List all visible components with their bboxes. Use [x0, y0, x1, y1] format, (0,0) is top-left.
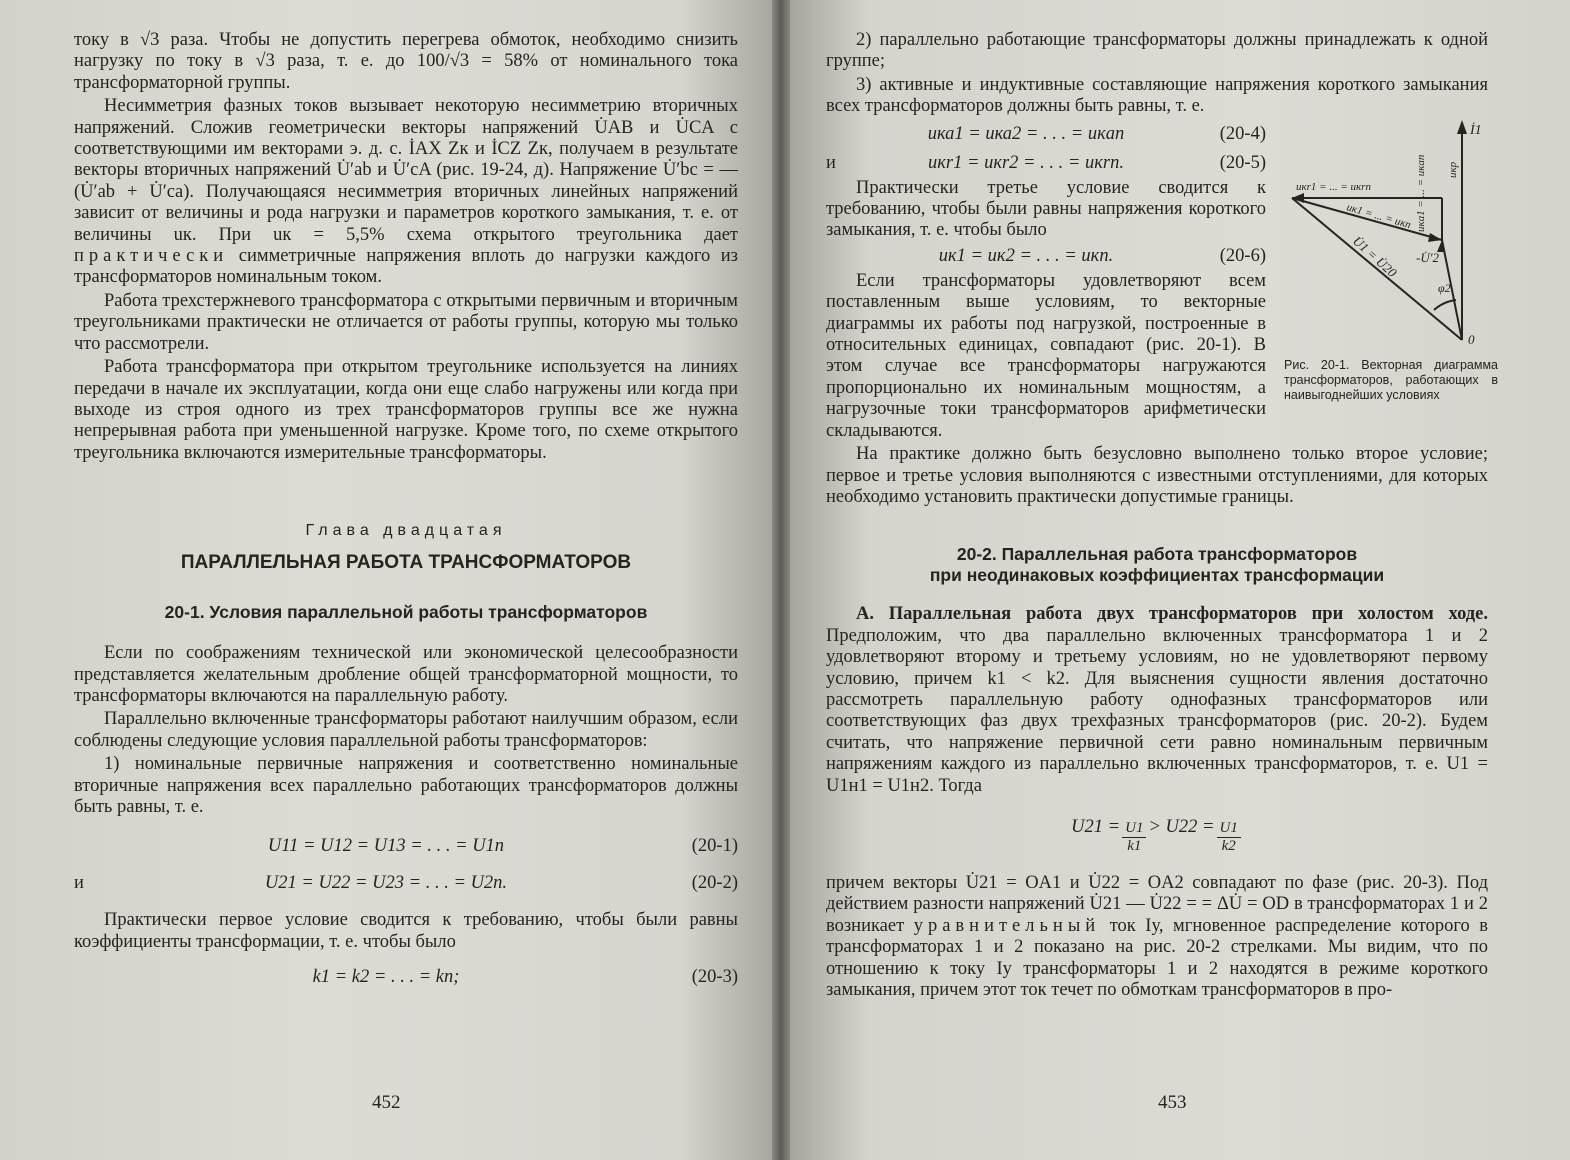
equation-part: U21 =: [1071, 816, 1121, 837]
paragraph: току в √3 раза. Чтобы не допустить перегрева обмоток, необходимо снизить нагрузку по току в √3 раза, т. е. до 100/√3 = 58% от номинального тока трансформаторной группы.: [74, 30, 738, 93]
label-phi: φ2: [1438, 280, 1451, 295]
label-ukr: uкr1 = ... = uкrn: [1296, 180, 1371, 193]
fraction: [1217, 820, 1241, 855]
arrowhead: [1428, 233, 1442, 242]
equation-20-2: [74, 871, 738, 896]
equation-20-6: [826, 244, 1266, 269]
paragraph-text: ток Iу, мгновенное распределение которого в трансформаторах 1 и 2 показано на рис. 20-2 стрелками. Мы видим, что по отношению к току Iу трансформаторы 1 и 2 находятся в режиме короткого замыкания, причем этот ток течет по обмоткам трансформаторов в про-: [826, 915, 1488, 1000]
label-uk: uк1 = ... = uкn: [1345, 200, 1413, 231]
paragraph: [826, 873, 1488, 1001]
spaced-emphasis: уравнительный: [913, 915, 1101, 936]
paragraph: Практически третье условие сводится к требованию, чтобы были равны напряжения короткого замыкания, т. е. чтобы было: [826, 177, 1266, 241]
label-i1: İ1: [1470, 122, 1482, 138]
fraction: [1122, 820, 1146, 855]
paragraph: [826, 604, 1488, 797]
arrowhead: [1292, 193, 1304, 203]
equation-text: uкr1 = uкr2 = . . . = uкrn.: [927, 152, 1124, 173]
section-title: 20-1. Условия параллельной работы трансформаторов: [164, 602, 648, 623]
label-u1: U̇1 = U̇20: [1349, 232, 1400, 280]
paragraph-text: причем векторы U̇21 = OA1 и U̇22 = OA2 совпадают по фазе (рис. 20-3). Под действием разности напряжений U̇21 — U̇22 = = ΔU̇ = OD в трансформаторах 1 и 2 возникает: [826, 872, 1488, 936]
page-number: 453: [1158, 1092, 1187, 1113]
book-gutter: [772, 0, 790, 1160]
equation-text: uк1 = uк2 = . . . = uкn.: [938, 245, 1114, 266]
paragraph: Работа трехстержневого трансформатора с открытыми первичным и вторичным треугольниками практически не отличается от работы группы, которую мы только что рассмотрели.: [74, 290, 738, 354]
equation-ratio: [826, 815, 1488, 855]
paragraph: Параллельно включенные трансформаторы работают наилучшим образом, если соблюдены следующие условия параллельной работы трансформаторов:: [74, 709, 738, 751]
equation-text: U21 = U22 = U23 = . . . = U2n.: [264, 873, 508, 894]
section-title-line: 20-2. Параллельная работа трансформаторов: [956, 544, 1358, 565]
paragraph-text: Предположим, что два параллельно включенных трансформатора 1 и 2 удовлетворяют второму и третьему условиям, но не удовлетворяют первому условию, причем k1 < k2. Для выяснения сущности явления достаточно рассмотреть параллельную работу однофазных трансформаторов или соответствующих фаз двух трехфазных трансформаторов (рис. 20-2). Будем считать, что напряжение первичной сети равно номинальным первичным напряжениям каждого из параллельно включенных трансформаторов, т. е. U1 = U1н1 = U1н2. Тогда: [826, 625, 1488, 796]
paragraph-heading: А. Параллельная работа двух трансформаторов при холостом ходе.: [856, 604, 1488, 625]
paragraph: Если по соображениям технической или экономической целесообразности представляется желательным дробление общей трансформаторной мощности, то трансформаторы включаются на параллельную работу.: [74, 643, 738, 706]
equation-text: uка1 = uка2 = . . . = uкan: [927, 123, 1125, 144]
conjunction: и: [826, 152, 836, 173]
conjunction: и: [74, 873, 84, 894]
equation-text: k1 = k2 = . . . = kn;: [312, 967, 460, 988]
section-title: [826, 544, 1488, 586]
equation-20-4: [826, 122, 1266, 147]
right-page: [790, 0, 1570, 1160]
label-uka: uкa1 = ... = uкan: [1415, 154, 1427, 232]
equation-20-5: [826, 151, 1266, 176]
equation-text: U11 = U12 = U13 = . . . = U1n: [267, 836, 505, 857]
angle-arc: [1434, 300, 1456, 310]
numerator: U1: [1217, 820, 1241, 838]
page-number: 452: [372, 1092, 401, 1113]
paragraph: Практически первое условие сводится к требованию, чтобы были равны коэффициенты трансформации, т. е. чтобы было: [74, 910, 738, 952]
paragraph-text: Несимметрия фазных токов вызывает некоторую несимметрию вторичных напряжений. Сложив геометрически векторы напряжений U̇AB и U̇CA с соответствующими им векторами э. д. с. İAX Zк и İCZ Zк, получаем в результате векторы вторичных напряжений U̇′ab и U̇′cA (рис. 19-24, д). Напряжение U̇′bc = — (U̇′ab + U̇′ca). Получающаяся несимметрия вторичных линейных напряжений зависит от величины и рода нагрузки и параметров короткого замыкания, т. е. от величины uк. При uк = 5,5% схема открытого треугольника дает: [74, 96, 738, 245]
figure-20-1: [1284, 114, 1498, 403]
equation-number: (20-4): [1219, 123, 1266, 144]
vector-diagram: [1284, 114, 1498, 350]
paragraph: 3) активные и индуктивные составляющие напряжения короткого замыкания всех трансформаторов должны быть равны, т. е.: [826, 74, 1488, 117]
paragraph: На практике должно быть безусловно выполнено только второе условие; первое и третье условия выполняются с известными отступлениями, для которых необходимо установить практически допустимые границы.: [826, 444, 1488, 507]
denominator: k2: [1221, 837, 1236, 854]
left-page-column: [74, 30, 738, 990]
figure-caption: Рис. 20-1. Векторная диаграмма трансформаторов, работающих в наивыгоднейших условиях: [1284, 357, 1498, 402]
equation-number: (20-5): [1219, 152, 1266, 173]
right-page-column: [826, 30, 1498, 1001]
equation-number: (20-3): [691, 967, 738, 988]
denominator: k1: [1127, 837, 1142, 854]
equation-part: > U22 =: [1148, 816, 1215, 837]
chapter-title: ПАРАЛЛЕЛЬНАЯ РАБОТА ТРАНСФОРМАТОРОВ: [180, 552, 632, 574]
left-page: [0, 0, 772, 1160]
paragraph: Работа трансформатора при открытом треугольнике используется на линиях передачи в начале их эксплуатации, когда они еще слабо нагружены или когда при выходе из строя одного из трех трансформаторов группы все же нужна непрерывная работа при уменьшенной нагрузке. Кроме того, по схеме открытого треугольника включаются измерительные трансформаторы.: [74, 357, 738, 463]
label-ukp: uкр: [1447, 161, 1459, 178]
label-u2: -U̇′2: [1416, 249, 1440, 265]
paragraph: 1) номинальные первичные напряжения и соответственно номинальные вторичные напряжения всех параллельно работающих трансформаторов должны быть равны, т. е.: [74, 754, 738, 817]
paragraph: [74, 96, 738, 289]
paragraph: Если трансформаторы удовлетворяют всем поставленным выше условиям, то векторные диаграммы их работы под нагрузкой, построенные в относительных единицах, совпадают (рис. 20-1). В этом случае все трансформаторы нагружаются пропорционально их номинальным мощностям, а нагрузочные токи трансформаторов арифметически складываются.: [826, 270, 1266, 441]
paragraph: 2) параллельно работающие трансформаторы должны принадлежать к одной группе;: [826, 30, 1488, 72]
label-origin: 0: [1468, 331, 1475, 347]
paragraph-text: симметричные напряжения вплоть до нагрузки каждого из трансформаторов номинальным током.: [74, 246, 738, 288]
section-title-line: при неодинаковых коэффициентах трансформации: [929, 565, 1385, 586]
equation-20-3: [74, 965, 738, 990]
spaced-emphasis: практически: [74, 246, 229, 267]
equation-number: (20-1): [691, 836, 738, 857]
equation-number: (20-6): [1219, 245, 1266, 266]
equation-number: (20-2): [691, 873, 738, 894]
numerator: U1: [1122, 820, 1146, 838]
equation-20-1: [74, 834, 738, 859]
arrowhead: [1457, 120, 1467, 134]
chapter-label: Глава двадцатая: [305, 522, 507, 540]
